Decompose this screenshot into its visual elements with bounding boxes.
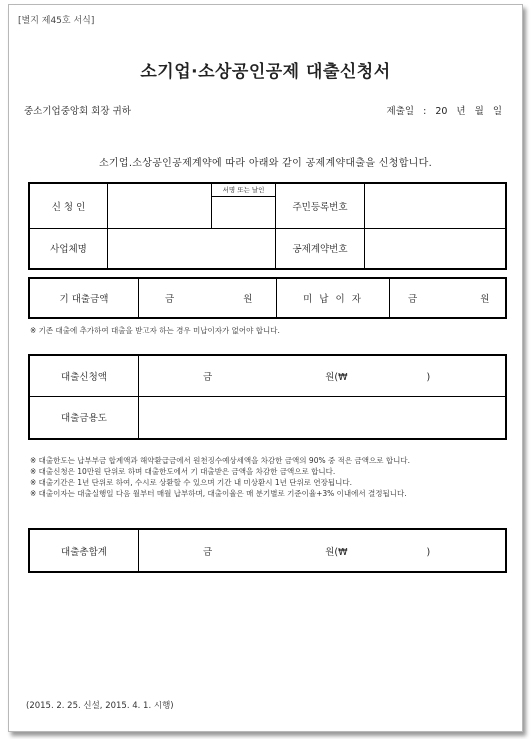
note-period: ※ 대출기간은 1년 단위로 하여, 수시로 상환할 수 있으며 기간 내 미상환시 1년 단위로 연장됩니다. xyxy=(30,478,353,487)
loan-amount-won: 원(₩ xyxy=(325,371,348,383)
loan-amount-close: ) xyxy=(426,371,431,383)
applicant-table xyxy=(28,182,507,270)
existing-geum: 금 xyxy=(165,294,175,305)
loan-amount-label: 대출신청액 xyxy=(29,355,139,396)
loan-amount-field[interactable] xyxy=(139,355,507,396)
unpaid-geum: 금 xyxy=(408,294,418,305)
contract-number-field[interactable] xyxy=(365,228,507,269)
form-number: [별지 제45호 서식] xyxy=(18,16,95,26)
loan-total-label: 대출총합계 xyxy=(29,529,139,572)
signature-label: 서명 또는 날인 xyxy=(212,184,275,197)
existing-loan-field[interactable] xyxy=(139,278,277,318)
loan-purpose-label: 대출금용도 xyxy=(29,396,139,439)
loan-total-geum: 금 xyxy=(203,546,213,558)
existing-loan-note: ※ 기존 대출에 추가하여 대출을 받고자 하는 경우 미납이자가 없어야 합니다. xyxy=(30,326,280,335)
existing-loan-table xyxy=(28,277,507,319)
loan-request-table xyxy=(28,354,507,440)
rrn-label: 주민등록번호 xyxy=(276,183,365,228)
intro-text: 소기업.소상공인공제계약에 따라 아래와 같이 공제계약대출을 신청합니다. xyxy=(98,158,433,169)
loan-purpose-field[interactable] xyxy=(139,396,507,439)
applicant-name-label: 신 청 인 xyxy=(29,183,108,228)
footer-revision-note: (2015. 2. 25. 신설, 2015. 4. 1. 시행) xyxy=(26,701,174,711)
unpaid-interest-label: 미 납 이 자 xyxy=(277,278,390,318)
unpaid-interest-field[interactable] xyxy=(390,278,507,318)
note-limit: ※ 대출한도는 납부부금 합계액과 해약환급금에서 원천징수예상세액을 차감한 금액의 90% 중 적은 금액으로 합니다. xyxy=(30,456,410,465)
note-unit: ※ 대출신청은 10만원 단위로 하며 대출한도에서 기 대출받은 금액을 차감한 금액으로 합니다. xyxy=(30,467,336,476)
contract-number-label: 공제계약번호 xyxy=(276,228,365,269)
loan-total-table xyxy=(28,528,507,573)
loan-total-close: ) xyxy=(426,546,431,558)
signature-cell[interactable] xyxy=(212,183,276,228)
existing-won: 원 xyxy=(243,294,253,305)
business-name-field[interactable] xyxy=(108,228,276,269)
applicant-name-field[interactable] xyxy=(108,183,212,228)
loan-total-won: 원(₩ xyxy=(325,546,348,558)
loan-amount-geum: 금 xyxy=(203,371,213,383)
existing-loan-label: 기 대출금액 xyxy=(29,278,139,318)
loan-total-field[interactable] xyxy=(139,529,507,572)
page-title: 소기업·소상공인공제 대출신청서 xyxy=(140,62,391,82)
note-interest: ※ 대출이자는 대출실행일 다음 월부터 매월 납부하며, 대출이율은 매 분기별로 기준이율+3% 이내에서 결정됩니다. xyxy=(30,489,407,498)
addressee: 중소기업중앙회 회장 귀하 xyxy=(24,106,131,117)
rrn-field[interactable] xyxy=(365,183,507,228)
business-name-label: 사업체명 xyxy=(29,228,108,269)
unpaid-won: 원 xyxy=(480,294,490,305)
submission-date: 제출일 : 20 년 월 일 xyxy=(386,106,502,117)
